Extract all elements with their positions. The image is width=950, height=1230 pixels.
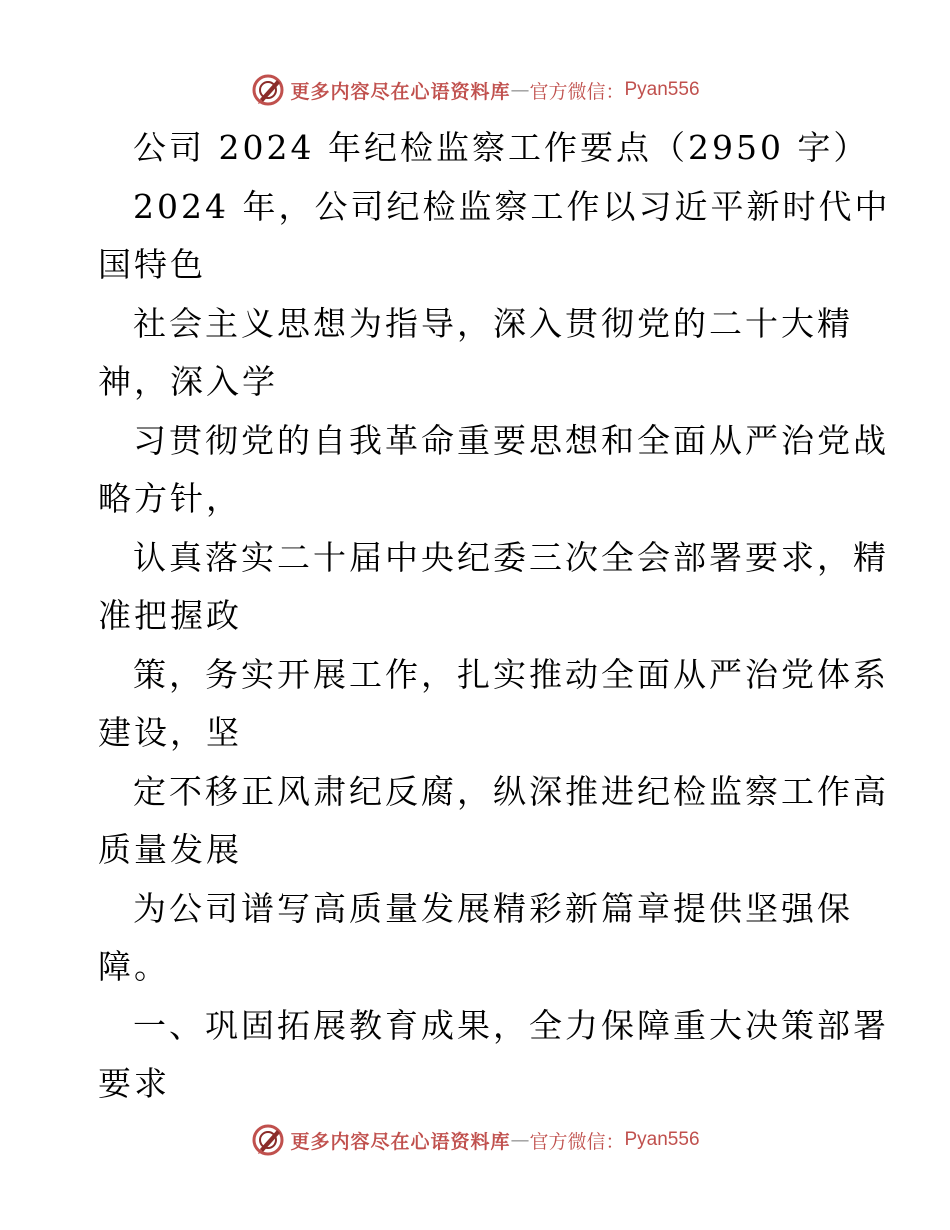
paragraph-line: 2024 年，公司纪检监察工作以习近平新时代中 bbox=[133, 187, 891, 226]
paragraph-line: 国特色 bbox=[98, 245, 206, 284]
paragraph-line: 习贯彻党的自我革命重要思想和全面从严治党战 bbox=[133, 421, 889, 460]
banner-separator: — bbox=[510, 79, 530, 101]
banner-label: 官方微信： bbox=[529, 1130, 625, 1153]
paragraph-line: 建设，坚 bbox=[98, 713, 242, 752]
paragraph-line: 准把握政 bbox=[98, 596, 242, 635]
pen-logo-icon bbox=[250, 1122, 286, 1158]
paragraph-line: 质量发展 bbox=[98, 830, 242, 869]
section-heading-continued: 要求 bbox=[98, 1064, 170, 1103]
section-heading: 一、巩固拓展教育成果，全力保障重大决策部署 bbox=[133, 1006, 889, 1045]
banner-label: 官方微信： bbox=[529, 80, 625, 103]
paragraph-line: 策，务实开展工作，扎实推动全面从严治党体系 bbox=[133, 655, 889, 694]
banner-wechat-id: Pyan556 bbox=[624, 1129, 700, 1150]
banner-main-text: 更多内容尽在心语资料库 bbox=[290, 80, 511, 103]
paragraph-line: 略方针， bbox=[98, 479, 242, 518]
document-title: 公司 2024 年纪检监察工作要点（2950 字） bbox=[133, 128, 870, 167]
paragraph-line: 认真落实二十届中央纪委三次全会部署要求，精 bbox=[133, 538, 889, 577]
paragraph-line: 为公司谱写高质量发展精彩新篇章提供坚强保 bbox=[133, 889, 853, 928]
paragraph-line: 神，深入学 bbox=[98, 362, 278, 401]
paragraph-line: 定不移正风肃纪反腐，纵深推进纪检监察工作高 bbox=[133, 772, 889, 811]
footer-banner bbox=[0, 1120, 950, 1160]
paragraph-line: 障。 bbox=[98, 947, 170, 986]
banner-separator: — bbox=[510, 1129, 530, 1151]
paragraph-line: 社会主义思想为指导，深入贯彻党的二十大精 bbox=[133, 304, 853, 343]
banner-wechat-id: Pyan556 bbox=[624, 79, 700, 100]
banner-main-text: 更多内容尽在心语资料库 bbox=[290, 1130, 511, 1153]
